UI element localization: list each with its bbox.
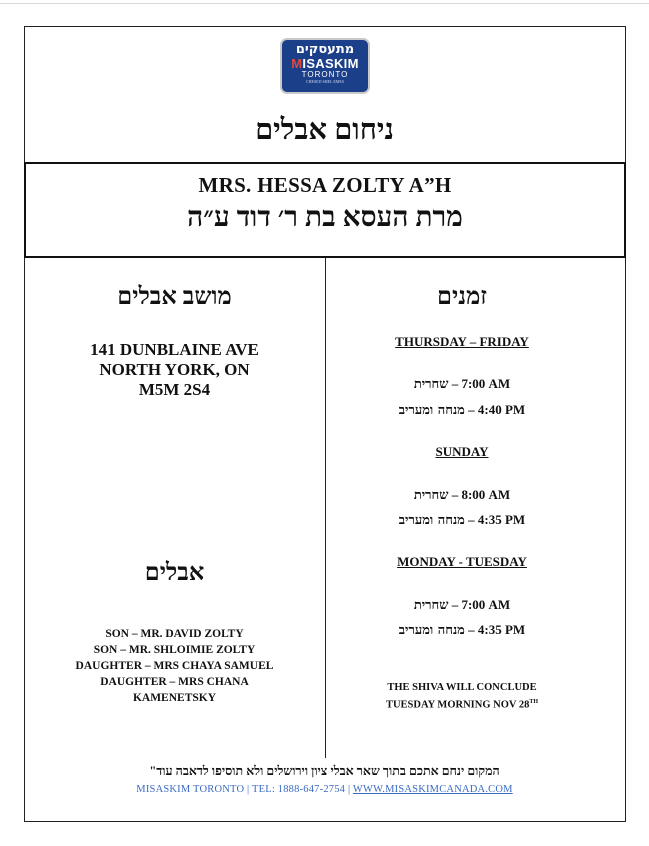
times-heading: זמנים	[437, 284, 487, 310]
page-title: ניחום אבלים	[255, 114, 394, 146]
days-label: MONDAY - TUESDAY	[397, 554, 527, 569]
prayer-name: מנחה ומעריב	[398, 513, 465, 528]
mourner-item: SON – MR. DAVID ZOLTY	[105, 628, 244, 640]
mourner-item: DAUGHTER – MRS CHAYA SAMUEL	[75, 660, 274, 672]
prayer-time-row	[326, 487, 598, 503]
shiva-location-heading: מושב אבלים	[117, 284, 232, 310]
conclusion-date-suffix: TH	[529, 699, 539, 705]
days-label: SUNDAY	[435, 444, 489, 459]
logo-name-initial: M	[291, 56, 303, 71]
website-link[interactable]: WWW.MISASKIMCANADA.COM	[352, 784, 513, 795]
prayer-time: – 4:35 PM	[468, 512, 526, 527]
shiva-address	[24, 340, 325, 400]
prayer-time: – 7:00 AM	[451, 376, 511, 391]
mourners-list	[24, 626, 325, 706]
shiva-conclusion-note	[326, 681, 598, 713]
prayer-name: מנחה ומעריב	[398, 623, 465, 638]
top-rule	[0, 3, 649, 4]
mourner-item: DAUGHTER – MRS CHANA	[100, 676, 249, 688]
deceased-name-box	[24, 162, 626, 258]
logo-tagline: CHESED SHEL EMES	[305, 79, 345, 84]
prayer-time-row	[326, 622, 598, 638]
prayer-time-row	[326, 376, 598, 392]
address-line: M5M 2S4	[138, 380, 211, 399]
deceased-name-english: MRS. HESSA ZOLTY A”H	[198, 173, 452, 197]
deceased-name-hebrew: מרת העסא בת ר׳ דוד ע״ה	[187, 202, 463, 233]
prayer-time: – 4:40 PM	[468, 402, 526, 417]
footer-tel: TEL: 1888-647-2754	[252, 784, 346, 795]
footer-hebrew-blessing: המקום ינחם אתכם בתוך שאר אבלי ציון וירושלים ולא תוסיפו לדאבה עוד"	[149, 764, 500, 778]
logo-hebrew-text: מתעסקים	[295, 42, 355, 57]
prayer-name: שחרית	[413, 377, 449, 392]
conclusion-date: TUESDAY MORNING NOV 28	[385, 699, 530, 711]
mourner-item: SON – MR. SHLOIMIE ZOLTY	[93, 644, 256, 656]
prayer-time-row	[326, 512, 598, 528]
conclusion-line	[326, 695, 598, 713]
prayer-name: מנחה ומעריב	[398, 403, 465, 418]
days-label: THURSDAY – FRIDAY	[395, 334, 529, 349]
mourner-item: KAMENETSKY	[132, 692, 217, 704]
address-line: 141 DUNBLAINE AVE	[90, 340, 259, 359]
prayer-time: – 8:00 AM	[451, 487, 511, 502]
prayer-time: – 7:00 AM	[451, 597, 511, 612]
logo-city: TORONTO	[301, 70, 349, 79]
logo-name	[282, 57, 368, 70]
logo-name-rest: ISASKIM	[302, 56, 359, 71]
mourners-heading: אבלים	[144, 560, 205, 586]
prayer-time: – 4:35 PM	[468, 622, 526, 637]
address-line: NORTH YORK, ON	[99, 360, 250, 379]
footer-contact: MISASKIM TORONTO | TEL: 1888-647-2754 | WWW.MISASKIMCANADA.COM	[136, 784, 513, 795]
footer-org: MISASKIM TORONTO	[136, 784, 245, 795]
misaskim-logo	[280, 38, 370, 94]
conclusion-line: THE SHIVA WILL CONCLUDE	[387, 682, 537, 693]
prayer-time-row	[326, 597, 598, 613]
prayer-name: שחרית	[413, 488, 449, 503]
prayer-name: שחרית	[413, 598, 449, 613]
prayer-time-row	[326, 402, 598, 418]
